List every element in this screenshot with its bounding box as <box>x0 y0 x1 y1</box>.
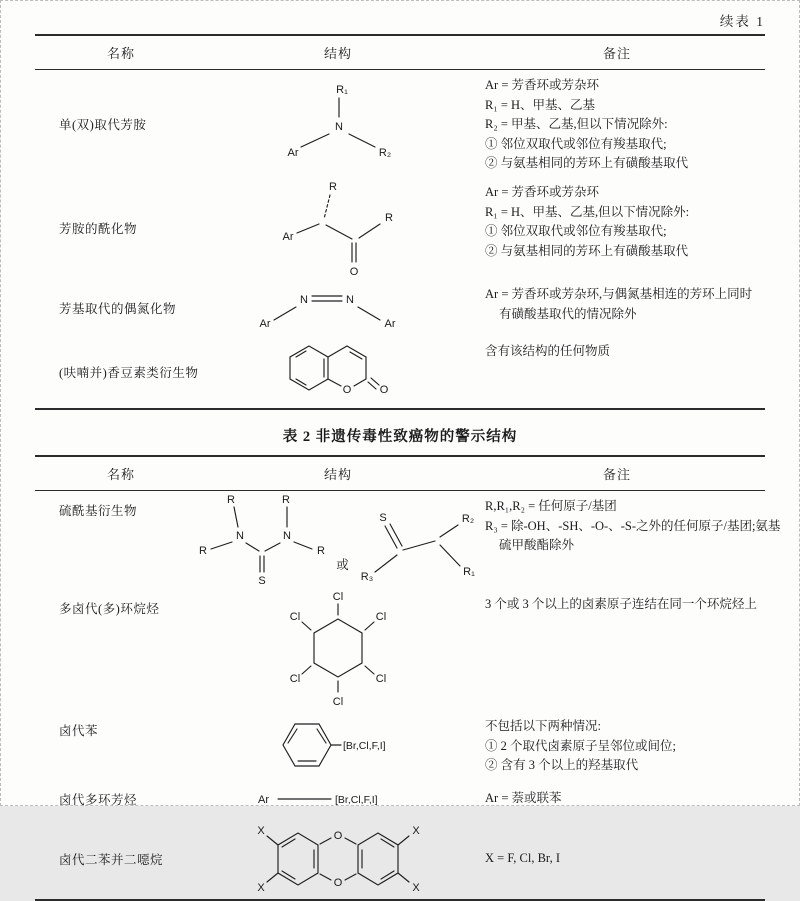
atom-label-ar: Ar <box>287 146 299 159</box>
atom-label-x: X <box>412 825 420 837</box>
halo-pah-structure-diagram <box>207 779 469 819</box>
halogen-set-label: [Br,Cl,F,I] <box>335 794 378 806</box>
row-name: 多卤代(多)环烷烃 <box>59 602 160 616</box>
thioacyl-structure-diagram <box>199 491 475 589</box>
atom-label-n: N <box>345 293 354 306</box>
row-remarks <box>469 491 784 589</box>
atom-label-r: R <box>385 212 393 224</box>
coumarin-structure-svg <box>279 336 397 408</box>
row-remarks <box>469 336 765 408</box>
atom-label-o-carbonyl: O <box>379 384 389 396</box>
row-remarks <box>469 711 765 779</box>
remark-line: R₁ = H、甲基、乙基 <box>485 97 596 112</box>
atom-label-n: N <box>299 293 308 306</box>
halo-pah-structure-svg <box>248 786 428 812</box>
atom-label-r: R <box>317 545 326 557</box>
remark-line: ② 与氨基相同的芳环上有磺酸基取代 <box>485 243 689 258</box>
atom-label-ar: Ar <box>258 794 269 806</box>
halogen-set-label: [Br,Cl,F,I] <box>343 740 386 752</box>
atom-label-ar: Ar <box>282 231 294 243</box>
remark-line: 含有该结构的任何物质 <box>485 344 611 358</box>
remark-line: R₁ = H、甲基、乙基,但以下情况除外: <box>485 204 690 219</box>
atom-label-r2: R₂ <box>461 513 474 525</box>
thioketone-structure-svg <box>355 509 485 589</box>
col-header-name: 名称 <box>106 467 135 482</box>
amine-structure-diagram <box>207 70 469 177</box>
atom-label-cl: Cl <box>375 673 386 685</box>
table-row <box>35 279 765 336</box>
row-name: 单(双)取代芳胺 <box>59 117 147 132</box>
atom-label-x: X <box>412 882 420 894</box>
table-row <box>35 70 765 177</box>
col-header-remarks: 备注 <box>602 46 631 61</box>
remark-line: R,R₁,R₂ = 任何原子/基团 <box>485 499 617 513</box>
azo-structure-diagram <box>207 279 469 336</box>
remark-line: 3 个或 3 个以上的卤素原子连结在同一个环烷烃上 <box>485 597 757 611</box>
coumarin-structure-diagram <box>207 336 469 408</box>
atom-label-n: N <box>283 530 292 542</box>
table-1 <box>35 34 765 410</box>
table-2 <box>35 455 781 901</box>
col-header-name: 名称 <box>106 46 135 61</box>
row-name: 卤代二苯并二噁烷 <box>59 853 164 867</box>
atom-label-n: N <box>335 120 343 133</box>
col-header-remarks: 备注 <box>602 467 631 482</box>
atom-label-cl: Cl <box>289 611 300 623</box>
atom-label-x: X <box>257 825 265 837</box>
atom-label-r2: R₂ <box>378 146 392 159</box>
row-remarks <box>469 70 765 177</box>
or-connector-label: 或 <box>336 558 349 572</box>
atom-label-o: O <box>333 830 343 842</box>
table-row <box>35 819 765 901</box>
remark-line: Ar = 芳香环或芳杂环 <box>485 78 599 92</box>
atom-label-cl: Cl <box>375 611 386 623</box>
atom-label-s: S <box>379 512 387 524</box>
remark-line: ② 与氨基相同的芳环上有磺酸基取代 <box>485 156 689 170</box>
remark-line: ① 邻位双取代或邻位有羧基取代; <box>485 224 667 238</box>
remark-line: 有磺酸基取代的情况除外 <box>499 306 637 321</box>
thiourea-structure-svg <box>191 491 334 589</box>
remark-line: R₃ = 除-OH、-SH、-O-、-S-之外的任何原子/基团;氨基 <box>485 518 781 533</box>
row-name: 硫酰基衍生物 <box>59 504 138 518</box>
hexachlorocyclohexane-svg <box>276 589 401 711</box>
atom-label-r: R <box>329 181 337 193</box>
atom-label-r1: R₁ <box>462 566 475 578</box>
row-remarks <box>469 279 765 336</box>
remark-line: 硫甲酸酯除外 <box>499 538 575 552</box>
table-row <box>35 177 765 279</box>
row-remarks <box>469 779 765 819</box>
remark-line: Ar = 芳香环或芳杂环,与偶氮基相连的芳环上同时 <box>485 287 753 301</box>
remark-line: ② 含有 3 个以上的羟基取代 <box>485 758 639 772</box>
halobenzene-structure-svg <box>262 713 414 777</box>
remark-line: X = F, Cl, Br, I <box>485 851 560 866</box>
table-row <box>35 711 765 779</box>
remark-line: R₂ = 甲基、乙基,但以下情况除外: <box>485 117 668 131</box>
table-row <box>35 336 765 410</box>
dibenzodioxin-structure-svg <box>233 819 443 899</box>
table-1-header <box>35 34 765 70</box>
row-remarks <box>469 589 765 711</box>
remark-line: Ar = 芳香环或芳杂环 <box>485 185 599 199</box>
atom-label-o: O <box>349 266 359 278</box>
halobenzene-structure-diagram <box>207 711 469 779</box>
remark-line: Ar = 萘或联苯 <box>485 791 562 806</box>
atom-label-cl: Cl <box>332 591 343 603</box>
table-2-header <box>35 455 765 491</box>
row-name: 卤代多环芳烃 <box>59 793 138 807</box>
table-row <box>35 779 765 819</box>
atom-label-o: O <box>333 877 343 889</box>
dibenzodioxin-structure-diagram <box>207 819 469 899</box>
atom-label-r: R <box>199 545 208 557</box>
acyl-structure-diagram <box>207 177 469 279</box>
continued-table-label: 续表 1 <box>719 14 765 29</box>
row-name: 卤代苯 <box>59 724 99 738</box>
row-name: 芳胺的酰化物 <box>59 222 138 236</box>
remark-line: ① 邻位双取代或邻位有羧基取代; <box>485 136 667 151</box>
atom-label-r3: R₃ <box>360 571 373 583</box>
table-row <box>35 589 765 711</box>
row-remarks <box>469 177 765 279</box>
row-remarks <box>469 819 765 899</box>
atom-label-r1: R₁ <box>336 83 348 96</box>
atom-label-n: N <box>236 530 245 542</box>
table-2-title: 表 2 非遗传毒性致癌物的警示结构 <box>282 429 518 445</box>
atom-label-r: R <box>282 494 291 506</box>
atom-label-s: S <box>258 575 266 587</box>
atom-label-o-ring: O <box>342 384 352 396</box>
col-header-structure: 结构 <box>323 46 352 61</box>
atom-label-ar: Ar <box>259 317 270 330</box>
halocycloalkane-structure-diagram <box>207 589 469 711</box>
table-row <box>35 491 781 589</box>
acyl-structure-svg <box>263 177 413 279</box>
atom-label-x: X <box>257 882 265 894</box>
atom-label-ar: Ar <box>384 317 395 330</box>
remark-line: ① 2 个取代卤素原子呈邻位或间位; <box>485 738 676 753</box>
col-header-structure: 结构 <box>323 467 352 482</box>
amine-structure-svg <box>273 79 403 169</box>
atom-label-cl: Cl <box>332 696 343 708</box>
atom-label-r: R <box>227 494 236 506</box>
azo-structure-svg <box>251 282 426 334</box>
remark-line: 不包括以下两种情况: <box>485 719 601 733</box>
atom-label-cl: Cl <box>289 673 300 685</box>
row-name: (呋喃并)香豆素类衍生物 <box>59 366 199 380</box>
row-name: 芳基取代的偶氮化物 <box>59 301 177 316</box>
